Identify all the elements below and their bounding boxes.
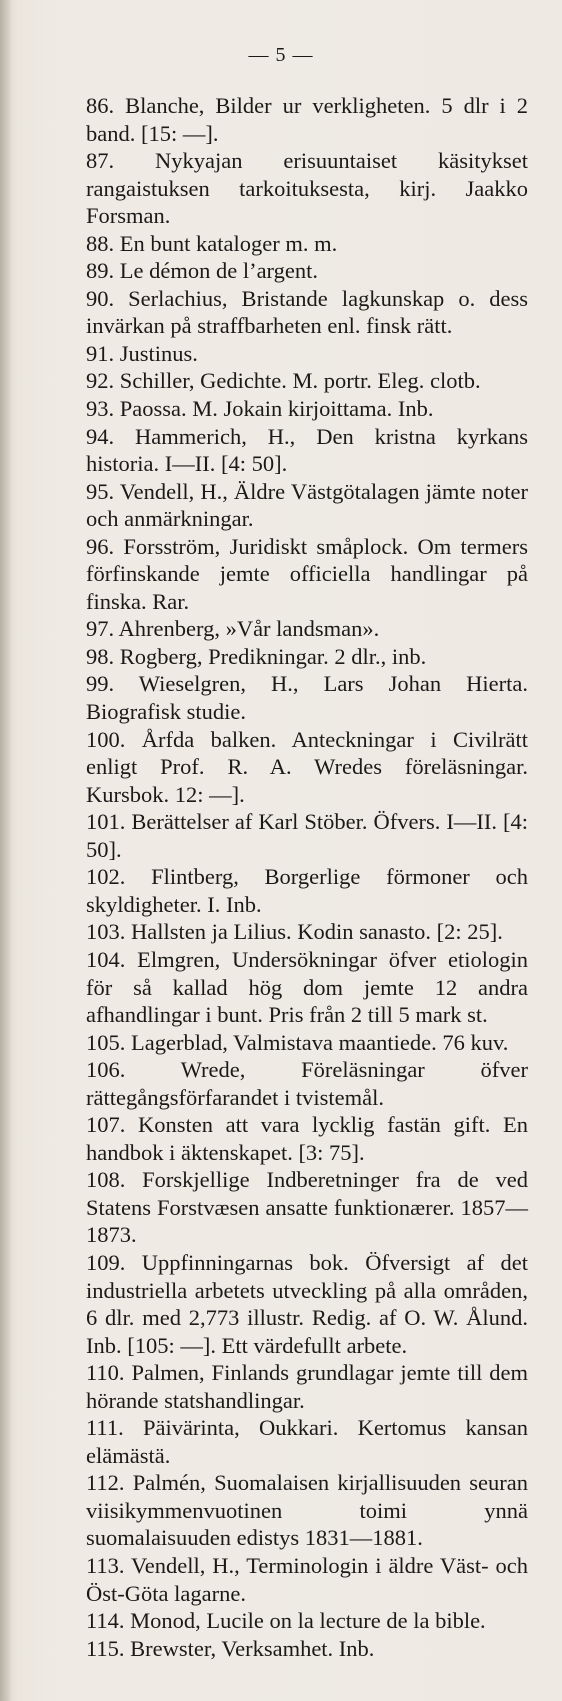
catalog-entry: [86, 726, 528, 809]
entry-number: 97.: [86, 616, 115, 642]
binding-shadow: [0, 0, 12, 1701]
catalog-entry: [86, 615, 528, 643]
catalog-entry: [86, 1111, 528, 1166]
entry-number: 110.: [86, 1360, 125, 1386]
entry-number: 88.: [86, 230, 115, 256]
catalog-entry: [86, 1469, 528, 1552]
entry-number: 93.: [86, 396, 115, 422]
entry-text: Justinus.: [119, 340, 198, 366]
entry-text: Paossa. M. Jokain kirjoittama. Inb.: [119, 396, 434, 422]
entry-number: 113.: [86, 1552, 125, 1578]
entry-text: Berättelser af Karl Stöber. Öfvers. I—II. [4: 50].: [86, 809, 529, 862]
entry-number: 111.: [86, 1415, 124, 1441]
catalog-entry: [86, 1249, 528, 1359]
entry-number: 103.: [86, 919, 126, 945]
entry-text: Hammerich, H., Den kristna kyrkans historia. I—II. [4: 50].: [86, 423, 528, 477]
catalog-entry: [86, 808, 528, 863]
entry-number: 101.: [86, 809, 126, 835]
catalog-entry: [86, 863, 528, 918]
entry-number: 104.: [86, 946, 126, 972]
entry-number: 98.: [86, 643, 115, 669]
entry-number: 114.: [86, 1608, 125, 1634]
entry-text: Hallsten ja Lilius. Kodin sanasto. [2: 25].: [131, 919, 503, 945]
entry-number: 99.: [86, 671, 115, 697]
entry-text: Rogberg, Predikningar. 2 dlr., inb.: [119, 643, 427, 669]
entry-number: 87.: [86, 148, 115, 174]
entry-number: 86.: [86, 93, 115, 118]
entry-text: Flintberg, Borgerlige förmoner och skyldigheter. I. Inb.: [86, 864, 529, 917]
entry-text: Ahrenberg, »Vår landsman».: [118, 616, 380, 642]
entry-number: 92.: [86, 368, 115, 394]
entry-text: Nykyajan erisuuntaiset käsitykset rangaistuksen tarkoituksesta, kirj. Jaakko Forsman.: [86, 148, 529, 229]
entry-text: Päivärinta, Oukkari. Kertomus kansan elämästä.: [86, 1415, 528, 1468]
catalog-entry: [86, 340, 528, 368]
entry-number: 102.: [86, 864, 126, 890]
catalog-entry: [86, 257, 528, 285]
entry-number: 100.: [86, 726, 126, 752]
catalog-entry: [86, 1029, 528, 1057]
entry-number: 109.: [86, 1249, 126, 1275]
entry-number: 107.: [86, 1112, 126, 1138]
entry-text: Elmgren, Undersökningar öfver etiologin för så kallad hög dom jemte 12 andra afhandlingar i bunt. Pris från 2 till 5 mark st.: [86, 946, 529, 1028]
entry-text: En bunt kataloger m. m.: [119, 230, 338, 256]
entry-text: Schiller, Gedichte. M. portr. Eleg. clotb.: [119, 368, 481, 394]
entry-number: 90.: [86, 285, 115, 311]
catalog-entry: [86, 1359, 528, 1414]
catalog-entry: [86, 395, 528, 423]
catalog-entry: [86, 1635, 528, 1663]
entry-text: Wrede, Föreläsningar öfver rättegångsförfarandet i tvistemål.: [86, 1057, 528, 1110]
catalog-entry: [86, 946, 528, 1029]
catalog-entry: [86, 918, 528, 946]
catalog-entry: [86, 1607, 528, 1635]
entry-text: Le démon de l’argent.: [119, 258, 319, 284]
catalog-entry: [86, 1552, 528, 1607]
entry-text: Konsten att vara lycklig fastän gift. En handbok i äktenskapet. [3: 75].: [86, 1112, 528, 1165]
entry-text: Monod, Lucile on la lecture de la bible.: [130, 1608, 486, 1634]
entry-number: 91.: [86, 340, 115, 366]
entry-number: 94.: [86, 423, 115, 449]
catalog-entry: [86, 423, 528, 478]
catalog-entry: [86, 478, 528, 533]
catalog-entry: [86, 533, 528, 616]
entry-number: 112.: [86, 1470, 125, 1496]
entry-text: Forskjellige Indberetninger fra de ved Statens Forstvæsen ansatte funktionærer. 1857—1873.: [86, 1167, 528, 1248]
entry-text: Lagerblad, Valmistava maantiede. 76 kuv.: [131, 1029, 509, 1055]
catalog-entry: [86, 92, 528, 147]
entry-number: 96.: [86, 533, 115, 559]
catalog-entry: [86, 670, 528, 725]
page-number: — 5 —: [248, 44, 314, 66]
entry-text: Palmen, Finlands grundlagar jemte till dem hörande statshandlingar.: [86, 1360, 529, 1413]
entry-number: 95.: [86, 478, 115, 504]
catalog-entries: [86, 92, 528, 1662]
entry-text: Vendell, H., Äldre Västgötalagen jämte noter och anmärkningar.: [86, 478, 529, 532]
entry-number: 115.: [86, 1635, 125, 1661]
entry-number: 106.: [86, 1057, 126, 1083]
entry-text: Palmén, Suomalaisen kirjallisuuden seuran viisikymmenvuotinen toimi ynnä suomalaisuuden edistys 1831—1881.: [86, 1470, 529, 1551]
entry-text: Blanche, Bilder ur verkligheten. 5 dlr i 2 band. [15: —].: [86, 93, 528, 146]
entry-text: Serlachius, Bristande lagkunskap o. dess invärkan på straffbarheten enl. finsk rätt.: [86, 285, 529, 339]
entry-text: Forsström, Juridiskt småplock. Om termers förfinskande jemte officiella handlingar på finska. Rar.: [86, 533, 528, 614]
entry-text: Wieselgren, H., Lars Johan Hierta. Biografisk studie.: [86, 671, 529, 725]
catalog-entry: [86, 1166, 528, 1249]
entry-text: Årfda balken. Anteckningar i Civilrätt enligt Prof. R. A. Wredes föreläsningar. Kursbok. 12: —].: [86, 726, 528, 807]
catalog-entry: [86, 285, 528, 340]
catalog-entry: [86, 230, 528, 258]
catalog-entry: [86, 147, 528, 230]
entry-number: 105.: [86, 1029, 126, 1055]
entry-text: Uppfinningarnas bok. Öfversigt af det industriella arbetets utveckling på alla områden, 6 dlr. med 2,773 illustr. Redig. af O. W. Ålund. Inb. [105: —]. Ett värdefullt arbete.: [86, 1249, 528, 1358]
catalog-entry: [86, 1414, 528, 1469]
catalog-entry: [86, 367, 528, 395]
catalog-entry: [86, 1056, 528, 1111]
entry-number: 89.: [86, 258, 115, 284]
catalog-entry: [86, 643, 528, 671]
entry-number: 108.: [86, 1167, 126, 1193]
entry-text: Brewster, Verksamhet. Inb.: [130, 1635, 375, 1661]
entry-text: Vendell, H., Terminologin i äldre Väst- och Öst-Göta lagarne.: [86, 1552, 529, 1606]
